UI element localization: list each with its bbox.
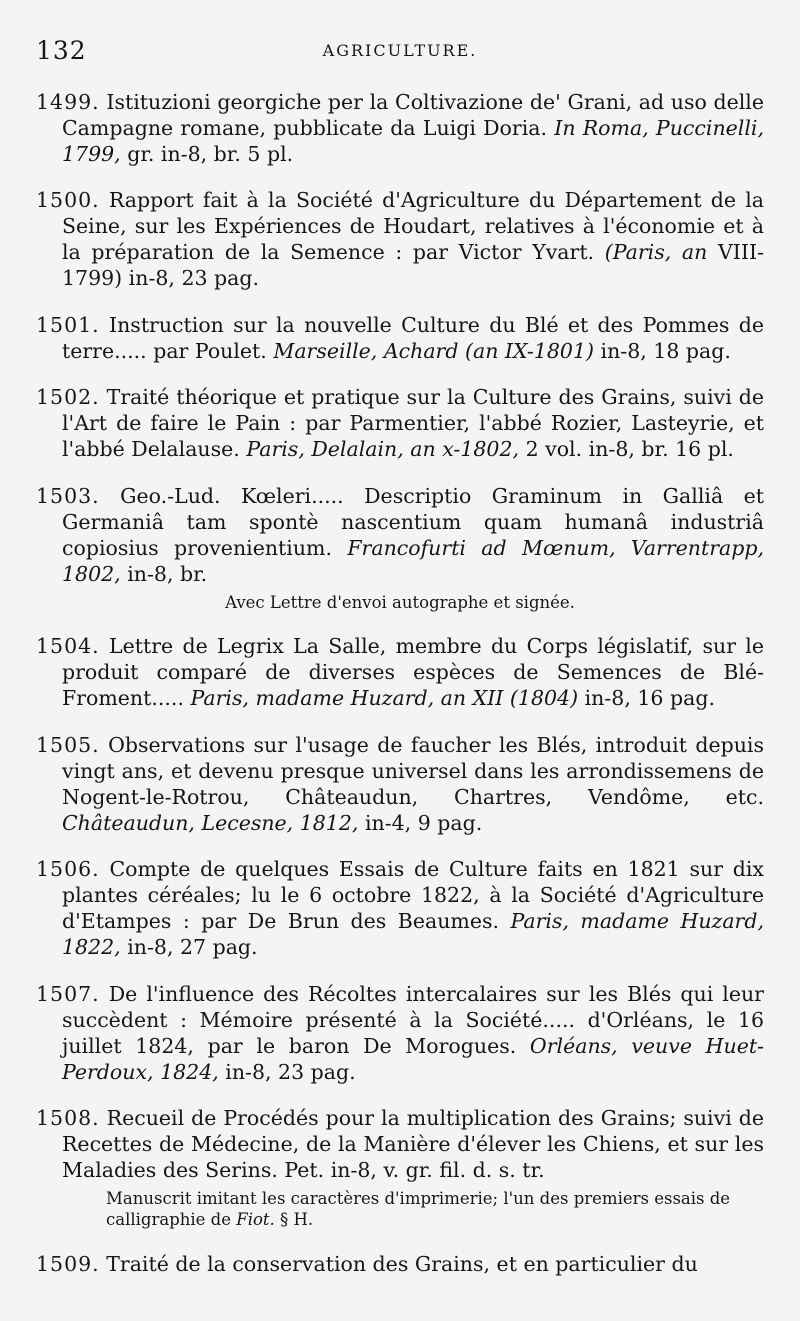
catalog-entry [36, 384, 764, 462]
catalog-entry [36, 312, 764, 364]
entry-imprint: In Roma, Puccinelli, 1799, [62, 115, 764, 166]
entry-tail: VIII-1799) in-8, 23 pag. [62, 240, 764, 290]
entry-imprint: Châteaudun, Lecesne, 1812, [62, 810, 359, 835]
entry-number: 1504. [36, 634, 100, 658]
entry-number: 1508. [36, 1106, 100, 1130]
entry-number: 1505. [36, 732, 100, 757]
entry-text: Traité théorique et pratique sur la Culture des Grains, suivi de l'Art de faire le Pain : par Parmentier, l'abbé Rozier, Lasteyrie, et l'abbé Delalause. [62, 385, 764, 461]
entry-text: Lettre de Legrix La Salle, membre du Corps législatif, sur le produit comparé de diverses espèces de Semences de Blé-Froment..... [62, 634, 764, 710]
entry-number: 1507. [36, 981, 100, 1006]
catalog-entry [36, 187, 764, 291]
entry-number: 1509. [36, 1251, 100, 1276]
catalog-entry [36, 633, 764, 711]
catalog-entry [36, 89, 764, 167]
entry-note [36, 1188, 764, 1230]
catalog-entry [36, 856, 764, 960]
catalog-entry [36, 1251, 764, 1277]
entry-tail: in-4, 9 pag. [364, 810, 483, 835]
page-header [36, 28, 764, 68]
note-mark: § H. [280, 1210, 314, 1229]
entry-text: Traité de la conservation des Grains, et en particulier du [106, 1251, 698, 1276]
entry-text: Instruction sur la nouvelle Culture du Blé et des Pommes de terre..... par Poulet. [62, 312, 764, 363]
entry-tail: in-8, 18 pag. [600, 338, 731, 363]
entry-imprint: Orléans, veuve Huet-Perdoux, 1824, [62, 1033, 764, 1084]
catalog-entries [36, 89, 764, 1277]
entry-number: 1502. [36, 385, 100, 409]
entry-text: De l'influence des Récoltes intercalaires sur les Blés qui leur succèdent : Mémoire présenté à la Société..... d'Orléans, le 16 juillet 1824, par le baron De Morogues. [62, 981, 764, 1058]
entry-text: Geo.-Lud. Kœleri..... Descriptio Graminum in Galliâ et Germaniâ tam spontè nascentium quam humanâ industriâ copiosius provenientium. [62, 483, 764, 560]
running-title: AGRICULTURE. [322, 41, 478, 60]
entry-tail: 2 vol. in-8, br. 16 pl. [525, 437, 734, 461]
catalog-entry [36, 483, 764, 587]
entry-text: Rapport fait à la Société d'Agriculture du Département de la Seine, sur les Expériences de Houdart, relatives à l'économie et à la préparation de la Semence : par Victor Yvart. [62, 188, 764, 264]
entry-number: 1501. [36, 312, 100, 337]
note-text: Manuscrit imitant les caractères d'imprimerie; l'un des premiers essais de calligraphie de [106, 1189, 731, 1229]
entry-imprint: Francofurti ad Mœnum, Varrentrapp, 1802, [62, 535, 764, 586]
entry-imprint: Paris, madame Huzard, 1822, [62, 909, 764, 959]
entry-text: Recueil de Procédés pour la multiplication des Grains; suivi de Recettes de Médecine, de la Manière d'élever les Chiens, et sur les Maladies des Serins. Pet. in-8, v. gr. fil. d. s. tr. [62, 1106, 764, 1182]
entry-number: 1503. [36, 483, 100, 508]
catalog-entry [36, 1105, 764, 1183]
entry-imprint: Paris, madame Huzard, an XII (1804) [190, 686, 579, 710]
entry-imprint: Marseille, Achard (an IX-1801) [273, 338, 594, 363]
entry-imprint: Paris, Delalain, an x-1802, [246, 437, 520, 461]
entry-number: 1499. [36, 89, 100, 114]
entry-tail: in-8, br. [127, 561, 208, 586]
note-name: Fiot. [236, 1210, 275, 1229]
entry-tail: in-8, 27 pag. [127, 935, 258, 959]
page-number: 132 [36, 36, 87, 65]
entry-imprint: (Paris, an [604, 240, 708, 264]
catalog-entry [36, 732, 764, 836]
entry-text: Compte de quelques Essais de Culture faits en 1821 sur dix plantes céréales; lu le 6 octobre 1822, à la Société d'Agriculture d'Etampes : par De Brun des Beaumes. [62, 857, 764, 933]
entry-number: 1500. [36, 188, 100, 212]
entry-text: Observations sur l'usage de faucher les Blés, introduit depuis vingt ans, et devenu presque universel dans les arrondissemens de Nogent-le-Rotrou, Châteaudun, Chartres, Vendôme, etc. [62, 732, 764, 809]
entry-text: Istituzioni georgiche per la Coltivazione de' Grani, ad uso delle Campagne romane, pubblicate da Luigi Doria. [62, 89, 764, 140]
entry-number: 1506. [36, 857, 100, 881]
entry-tail: gr. in-8, br. 5 pl. [127, 141, 294, 166]
entry-tail: in-8, 23 pag. [225, 1059, 356, 1084]
catalog-entry [36, 981, 764, 1085]
entry-note: Avec Lettre d'envoi autographe et signée. [225, 592, 575, 612]
entry-tail: in-8, 16 pag. [584, 686, 715, 710]
